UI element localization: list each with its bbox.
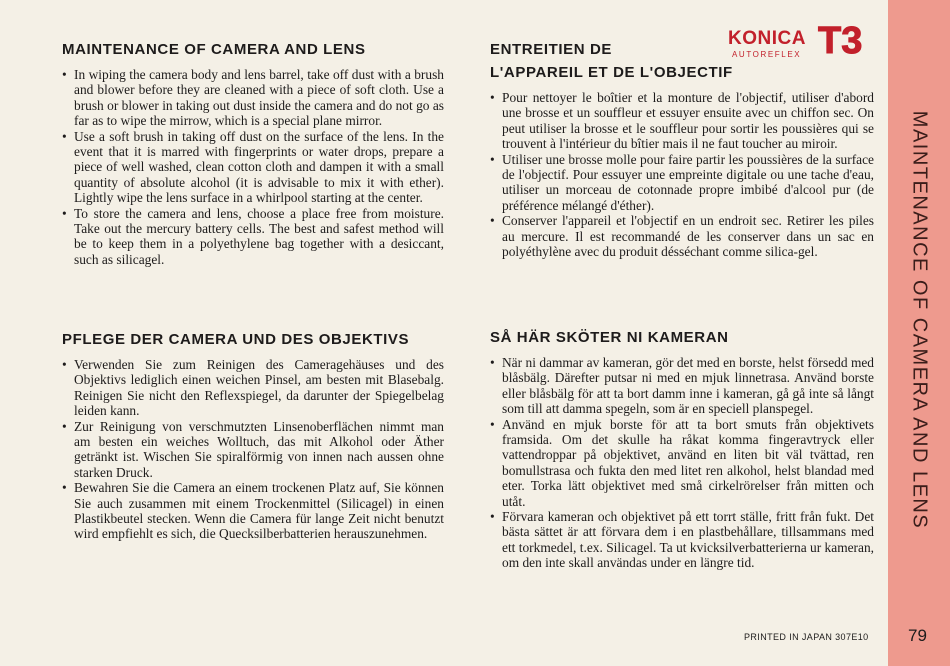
logo-model: T3 bbox=[818, 20, 863, 62]
list-item: • Pour nettoyer le boîtier et la monture de l'objectif, utiliser d'abord une brosse et un souffleur et essuyer ensuite avec un chiffon sec. On peut utiliser la brosse et le souffleur pour sortir les poussières qui se trouvent à l'intérieur du bîtier mais il ne faut toucher au miroir. bbox=[490, 90, 874, 152]
logo-sub: AUTOREFLEX bbox=[732, 50, 802, 59]
bullet-list bbox=[62, 357, 444, 542]
list-item: • Använd en mjuk borste för att ta bort smuts från objektivets framsida. Om det skulle ha råkat komma fingeravtryck eller vattendroppar på objektivet, använd en liten bit väl tvättad, ren bomullstrasa och fukta den med litet ren alkohol, helst blandad med eter. Torka lätt objektivet med små cirkelrörelser från mitten och utåt. bbox=[490, 417, 874, 509]
section-title: MAINTENANCE OF CAMERA AND LENS bbox=[62, 41, 366, 58]
section-title-line1: ENTREITIEN DE bbox=[490, 41, 612, 58]
list-item: • När ni dammar av kameran, gör det med en borste, helst försedd med blåsbälg. Därefter putsar ni med en mjuk linnetrasa. Använd borste eller blåsbälg för att ta bort damm inne i kameran, gå gå inte så långt som till att damma spegeln, som är en speciell planspegel. bbox=[490, 355, 874, 417]
list-item: • Utiliser une brosse molle pour faire partir les poussières de la surface de l'objectif. Pour essuyer une empreinte digitale ou une tache d'eau, utiliser un morceau de cotonnade propre imbibé d'alcool pur (de préférence mélangé d'éther). bbox=[490, 152, 874, 214]
section-title: SÅ HÄR SKÖTER NI KAMERAN bbox=[490, 329, 729, 346]
printed-note: PRINTED IN JAPAN 307E10 bbox=[744, 632, 869, 642]
list-item: • Bewahren Sie die Camera an einem trockenen Platz auf, Sie können Sie auch zusammen mit einem Trockenmittel (Silicagel) in einen Plastikbeutel stecken. Wenn die Camera für lange Zeit nicht benutzt wird empfiehlt es sich, die Quecksilberbatterien herauszunehmen. bbox=[62, 480, 444, 542]
section-french bbox=[490, 40, 874, 259]
section-title-line2: L'APPAREIL ET DE L'OBJECTIF bbox=[490, 64, 733, 81]
list-item: • Verwenden Sie zum Reinigen des Cameragehäuses und des Objektivs lediglich einen weichen Pinsel, am besten mit Blasebalg. Reinigen Sie nicht den Reflexspiegel, da darunter der Spiegelbelag leiden kann. bbox=[62, 357, 444, 419]
list-item: • Förvara kameran och objektivet på ett torrt ställe, fritt från fukt. Det bästa sättet är att förvara dem i en plastbehållare, tillsammans med ett torkmedel, t.ex. Silicagel. Ta ut kvicksilverbatterierna ur kameran, om den inte skall användas under en längre tid. bbox=[490, 509, 874, 571]
page-number: 79 bbox=[908, 626, 927, 645]
logo-brand: KONICA bbox=[728, 28, 806, 49]
list-item: • Conserver l'appareil et l'objectif en un endroit sec. Retirer les piles au mercure. Il est recommandé de les conserver dans un sac en polyéthylène avec du produit désséchant comme silica-gel. bbox=[490, 213, 874, 259]
bullet-list bbox=[490, 355, 874, 571]
section-german bbox=[62, 330, 444, 542]
section-title: PFLEGE DER CAMERA UND DES OBJEKTIVS bbox=[62, 331, 410, 348]
side-tab-title: MAINTENANCE OF CAMERA AND LENS bbox=[908, 110, 931, 530]
list-item: • Zur Reinigung von verschmutzten Linsenoberflächen nimmt man am besten ein weiches Wolltuch, das mit Alkohol oder Äther getränkt ist. Wischen Sie spiralförmig von innen nach aussen ohne starken Druck. bbox=[62, 419, 444, 481]
list-item: • Use a soft brush in taking off dust on the surface of the lens. In the event that it is marred with fingerprints or water drops, prepare a piece of well washed, clean cotton cloth and dampen it with a small quantity of absolute alcohol (it is advisable to mix it with ether). Lightly wipe the lens surface in a whirlpool starting at the center. bbox=[62, 129, 444, 206]
bullet-list bbox=[490, 90, 874, 259]
section-english bbox=[62, 40, 444, 267]
bullet-list bbox=[62, 67, 444, 267]
section-swedish bbox=[490, 328, 874, 571]
list-item: • To store the camera and lens, choose a place free from moisture. Take out the mercury battery cells. The best and safest method will be to keep them in a polyethylene bag together with a desiccant, such as silicagel. bbox=[62, 206, 444, 268]
list-item: • In wiping the camera body and lens barrel, take off dust with a brush and blower before they are cleaned with a piece of soft cloth. Use a brush or blower in taking out dust inside the camera and do not go as far as to wipe the mirrow, which is a special plane mirror. bbox=[62, 67, 444, 129]
